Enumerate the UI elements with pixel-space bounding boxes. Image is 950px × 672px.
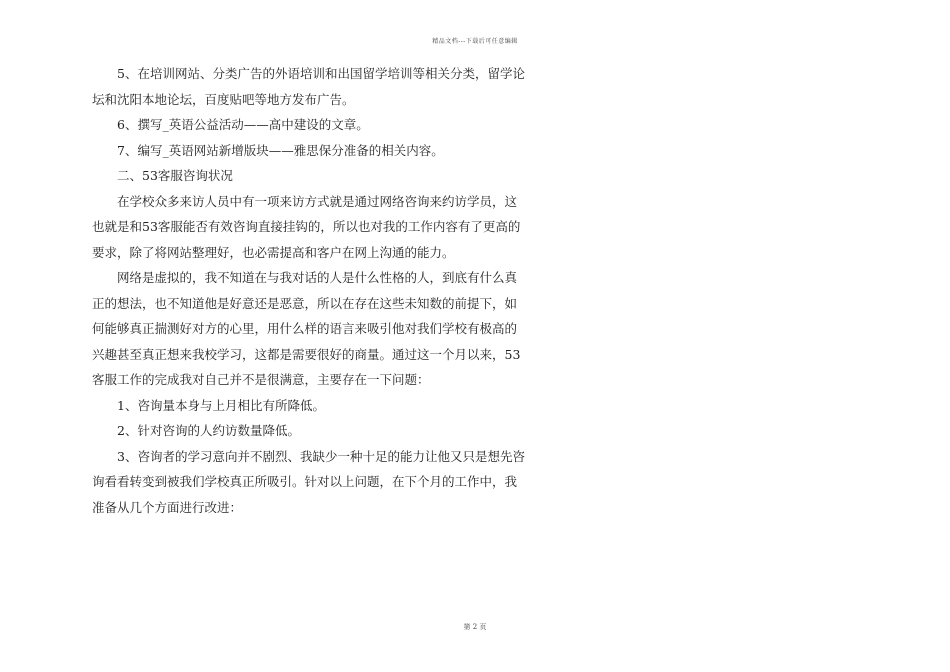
text-line: 网络是虚拟的，我不知道在与我对话的人是什么性格的人，到底有什么真 [92, 270, 518, 285]
text-line: 正的想法，也不知道他是好意还是恶意，所以在存在这些未知数的前提下，如 [92, 295, 518, 311]
text-line: 6、撰写_英语公益活动——高中建设的文章。 [92, 117, 369, 132]
text-line: 7、编写_英语网站新增版块——雅思保分准备的相关内容。 [92, 142, 444, 158]
document-body [92, 61, 525, 520]
text-line: 询看看转变到被我们学校真正所吸引。针对以上问题，在下个月的工作中，我 [92, 474, 518, 489]
text-line: 5、在培训网站、分类广告的外语培训和出国留学培训等相关分类，留学论 [92, 66, 525, 81]
list-item: 3、咨询者的学习意向并不剧烈、我缺少一种十足的能力让他又只是想先咨 [92, 448, 525, 464]
page-header: 精品文档---下载后可任意编辑 [432, 38, 518, 45]
text-line: 何能够真正揣测好对方的心里，用什么样的语言来吸引他对我们学校有极高的 [92, 321, 518, 336]
section-heading: 二、53客服咨询状况 [92, 168, 233, 183]
text-line: 坛和沈阳本地论坛，百度贴吧等地方发布广告。 [92, 91, 355, 107]
text-line: 客服工作的完成我对自己并不是很满意，主要存在一下问题： [92, 372, 430, 387]
text-line: 准备从几个方面进行改进： [92, 499, 243, 515]
text-line: 也就是和53客服能否有效咨询直接挂钩的，所以也对我的工作内容有了更高的 [92, 219, 521, 234]
page-number: 第 2 页 [463, 623, 487, 631]
list-item: 2、针对咨询的人约访数量降低。 [92, 423, 300, 438]
text-line: 在学校众多来访人员中有一项来访方式就是通过网络咨询来约访学员，这 [92, 193, 518, 209]
text-line: 要求，除了将网站整理好，也必需提高和客户在网上沟通的能力。 [92, 244, 455, 260]
text-line: 兴趣甚至真正想来我校学习，这都是需要很好的商量。通过这一个月以来，53 [92, 346, 521, 362]
list-item: 1、咨询量本身与上月相比有所降低。 [92, 397, 325, 413]
